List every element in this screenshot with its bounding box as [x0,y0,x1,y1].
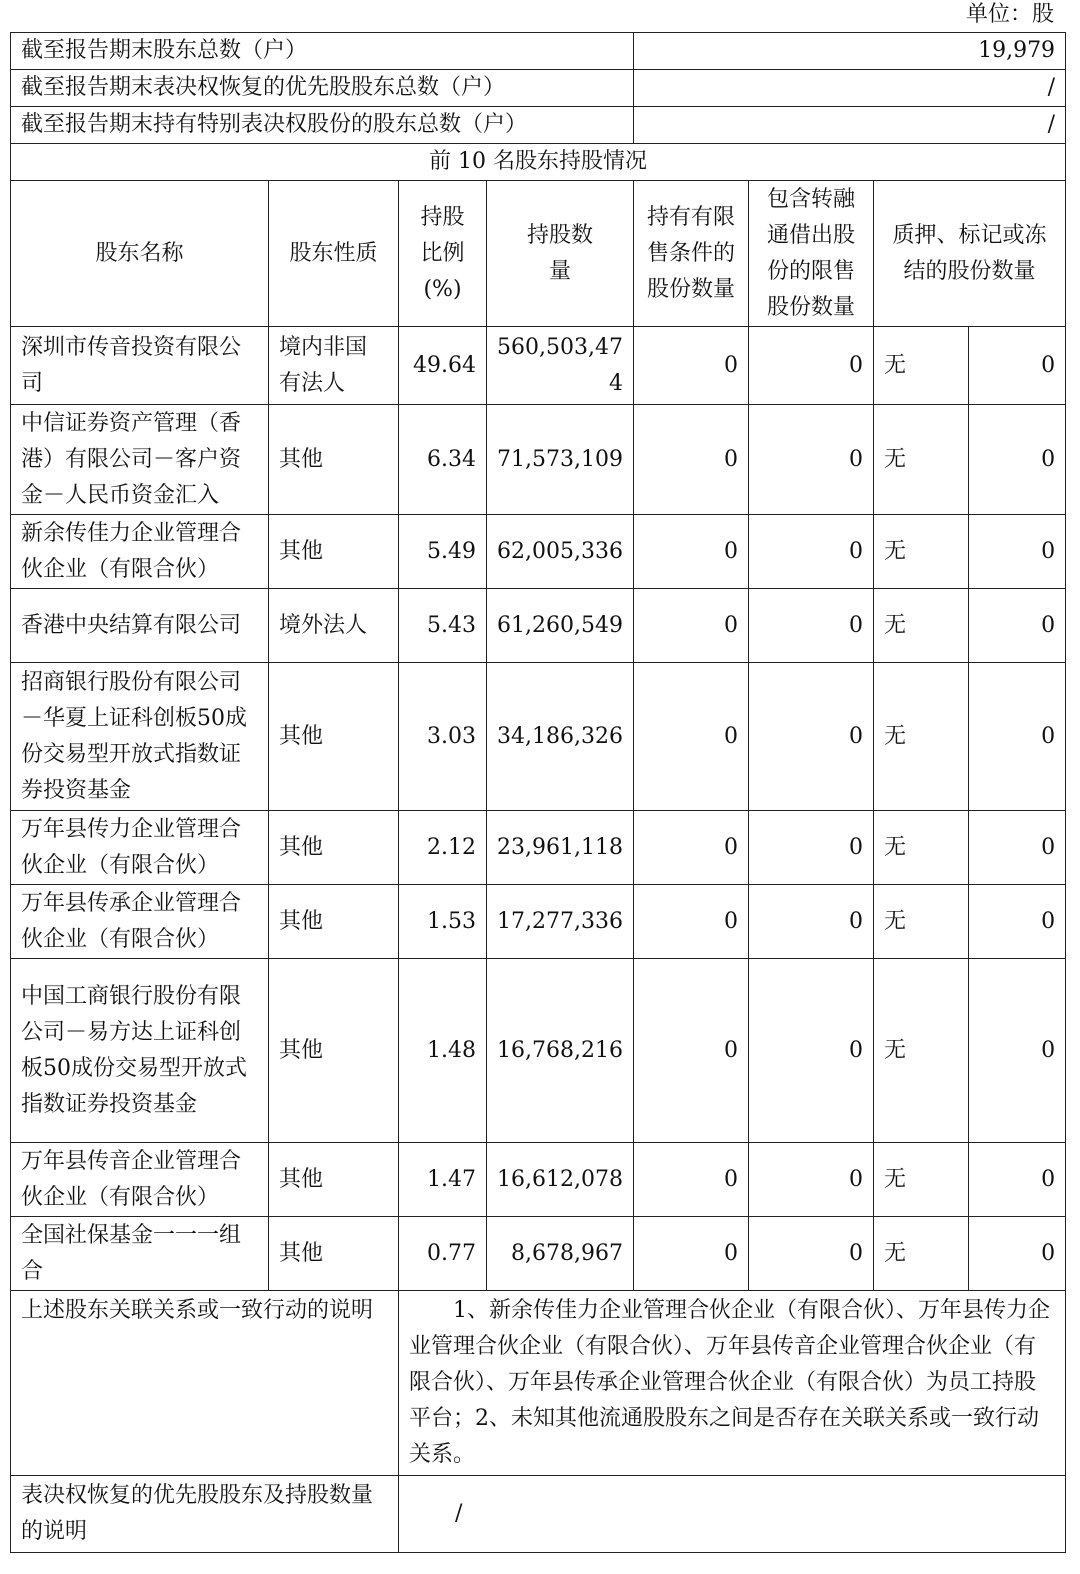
shareholder-lent: 0 [749,811,874,885]
shareholder-ratio: 1.48 [399,959,487,1143]
relation-note-text: 1、新余传佳力企业管理合伙企业（有限合伙）、万年县传力企业管理合伙企业（有限合伙）、万年县传音企业管理合伙企业（有限合伙）、万年县传承企业管理合伙企业（有限合伙）为员工持股平台；2、未知其他流通股股东之间是否存在关联关系或一致行动关系。 [399,1291,1066,1476]
header-nature: 股东性质 [269,181,399,327]
shareholder-pledge-status: 无 [874,327,969,405]
header-restricted: 持有有限售条件的股份数量 [634,181,749,327]
shareholder-pledge-amount: 0 [969,515,1066,589]
preferred-note-label: 表决权恢复的优先股股东及持股数量的说明 [11,1476,399,1553]
shareholder-nature: 其他 [269,1217,399,1291]
shareholder-restricted: 0 [634,1143,749,1217]
shareholder-row [11,811,1066,885]
shareholder-restricted: 0 [634,959,749,1143]
header-name: 股东名称 [11,181,269,327]
summary-row [11,107,1066,144]
shareholder-restricted: 0 [634,589,749,663]
shareholder-name: 万年县传音企业管理合伙企业（有限合伙） [11,1143,269,1217]
shareholder-pledge-status: 无 [874,1217,969,1291]
shareholder-pledge-amount: 0 [969,663,1066,811]
shareholder-pledge-amount: 0 [969,811,1066,885]
section-title: 前 10 名股东持股情况 [11,144,1066,181]
shareholder-table [10,32,1066,1553]
shareholder-amount: 16,612,078 [487,1143,634,1217]
shareholder-ratio: 0.77 [399,1217,487,1291]
shareholder-restricted: 0 [634,811,749,885]
shareholder-ratio: 3.03 [399,663,487,811]
shareholder-lent: 0 [749,1143,874,1217]
relation-note-label: 上述股东关联关系或一致行动的说明 [11,1291,399,1476]
shareholder-name: 新余传佳力企业管理合伙企业（有限合伙） [11,515,269,589]
shareholder-row [11,959,1066,1143]
shareholder-ratio: 5.43 [399,589,487,663]
shareholder-name: 招商银行股份有限公司－华夏上证科创板50成份交易型开放式指数证券投资基金 [11,663,269,811]
shareholder-nature: 其他 [269,959,399,1143]
shareholder-row [11,515,1066,589]
shareholder-lent: 0 [749,405,874,515]
shareholder-pledge-status: 无 [874,515,969,589]
summary-value: 19,979 [634,33,1066,70]
shareholder-name: 香港中央结算有限公司 [11,589,269,663]
shareholder-amount: 560,503,474 [487,327,634,405]
shareholder-nature: 境外法人 [269,589,399,663]
shareholder-row [11,663,1066,811]
shareholder-nature: 其他 [269,405,399,515]
shareholder-name: 中信证券资产管理（香港）有限公司－客户资金－人民币资金汇入 [11,405,269,515]
shareholder-name: 深圳市传音投资有限公司 [11,327,269,405]
shareholder-lent: 0 [749,515,874,589]
header-amount: 持股数量 [487,181,634,327]
header-row [11,181,1066,327]
shareholder-ratio: 5.49 [399,515,487,589]
shareholder-pledge-status: 无 [874,1143,969,1217]
shareholder-pledge-amount: 0 [969,1143,1066,1217]
shareholder-lent: 0 [749,327,874,405]
header-lent: 包含转融通借出股份的限售股份数量 [749,181,874,327]
shareholder-row [11,405,1066,515]
shareholder-nature: 其他 [269,1143,399,1217]
shareholder-amount: 61,260,549 [487,589,634,663]
shareholder-restricted: 0 [634,327,749,405]
shareholder-nature: 其他 [269,885,399,959]
summary-value: / [634,107,1066,144]
shareholder-pledge-amount: 0 [969,405,1066,515]
shareholder-restricted: 0 [634,1217,749,1291]
shareholder-pledge-amount: 0 [969,885,1066,959]
shareholder-lent: 0 [749,589,874,663]
summary-label: 截至报告期末股东总数（户） [11,33,634,70]
shareholder-lent: 0 [749,1217,874,1291]
shareholder-restricted: 0 [634,515,749,589]
shareholder-nature: 其他 [269,663,399,811]
shareholder-pledge-amount: 0 [969,327,1066,405]
shareholder-pledge-status: 无 [874,885,969,959]
shareholder-row [11,1217,1066,1291]
shareholder-row [11,885,1066,959]
shareholder-pledge-amount: 0 [969,1217,1066,1291]
section-title-row [11,144,1066,181]
shareholder-nature: 其他 [269,515,399,589]
preferred-note-row [11,1476,1066,1553]
preferred-note-text: / [399,1476,1066,1553]
shareholder-name: 万年县传力企业管理合伙企业（有限合伙） [11,811,269,885]
shareholder-amount: 16,768,216 [487,959,634,1143]
summary-label: 截至报告期末表决权恢复的优先股股东总数（户） [11,70,634,107]
shareholder-pledge-status: 无 [874,405,969,515]
shareholder-pledge-status: 无 [874,589,969,663]
shareholder-amount: 8,678,967 [487,1217,634,1291]
shareholder-row [11,1143,1066,1217]
shareholder-amount: 23,961,118 [487,811,634,885]
shareholder-name: 全国社保基金一一一组合 [11,1217,269,1291]
shareholder-ratio: 6.34 [399,405,487,515]
shareholder-nature: 境内非国有法人 [269,327,399,405]
summary-row [11,70,1066,107]
shareholder-amount: 71,573,109 [487,405,634,515]
shareholder-lent: 0 [749,885,874,959]
shareholder-amount: 17,277,336 [487,885,634,959]
shareholder-ratio: 1.47 [399,1143,487,1217]
shareholder-lent: 0 [749,959,874,1143]
shareholder-pledge-amount: 0 [969,959,1066,1143]
relation-note-row [11,1291,1066,1476]
shareholder-ratio: 2.12 [399,811,487,885]
shareholder-restricted: 0 [634,405,749,515]
summary-value: / [634,70,1066,107]
unit-label: 单位：股 [965,2,1054,27]
shareholder-row [11,589,1066,663]
summary-row [11,33,1066,70]
shareholder-amount: 34,186,326 [487,663,634,811]
shareholder-name: 万年县传承企业管理合伙企业（有限合伙） [11,885,269,959]
shareholder-name: 中国工商银行股份有限公司－易方达上证科创板50成份交易型开放式指数证券投资基金 [11,959,269,1143]
shareholder-ratio: 1.53 [399,885,487,959]
shareholder-restricted: 0 [634,663,749,811]
shareholder-pledge-status: 无 [874,811,969,885]
shareholder-ratio: 49.64 [399,327,487,405]
shareholder-lent: 0 [749,663,874,811]
shareholder-nature: 其他 [269,811,399,885]
shareholder-row [11,327,1066,405]
shareholder-pledge-amount: 0 [969,589,1066,663]
header-pledge: 质押、标记或冻结的股份数量 [874,181,1066,327]
header-ratio: 持股比例(%) [399,181,487,327]
summary-label: 截至报告期末持有特别表决权股份的股东总数（户） [11,107,634,144]
shareholder-restricted: 0 [634,885,749,959]
shareholder-pledge-status: 无 [874,663,969,811]
shareholder-pledge-status: 无 [874,959,969,1143]
shareholder-amount: 62,005,336 [487,515,634,589]
